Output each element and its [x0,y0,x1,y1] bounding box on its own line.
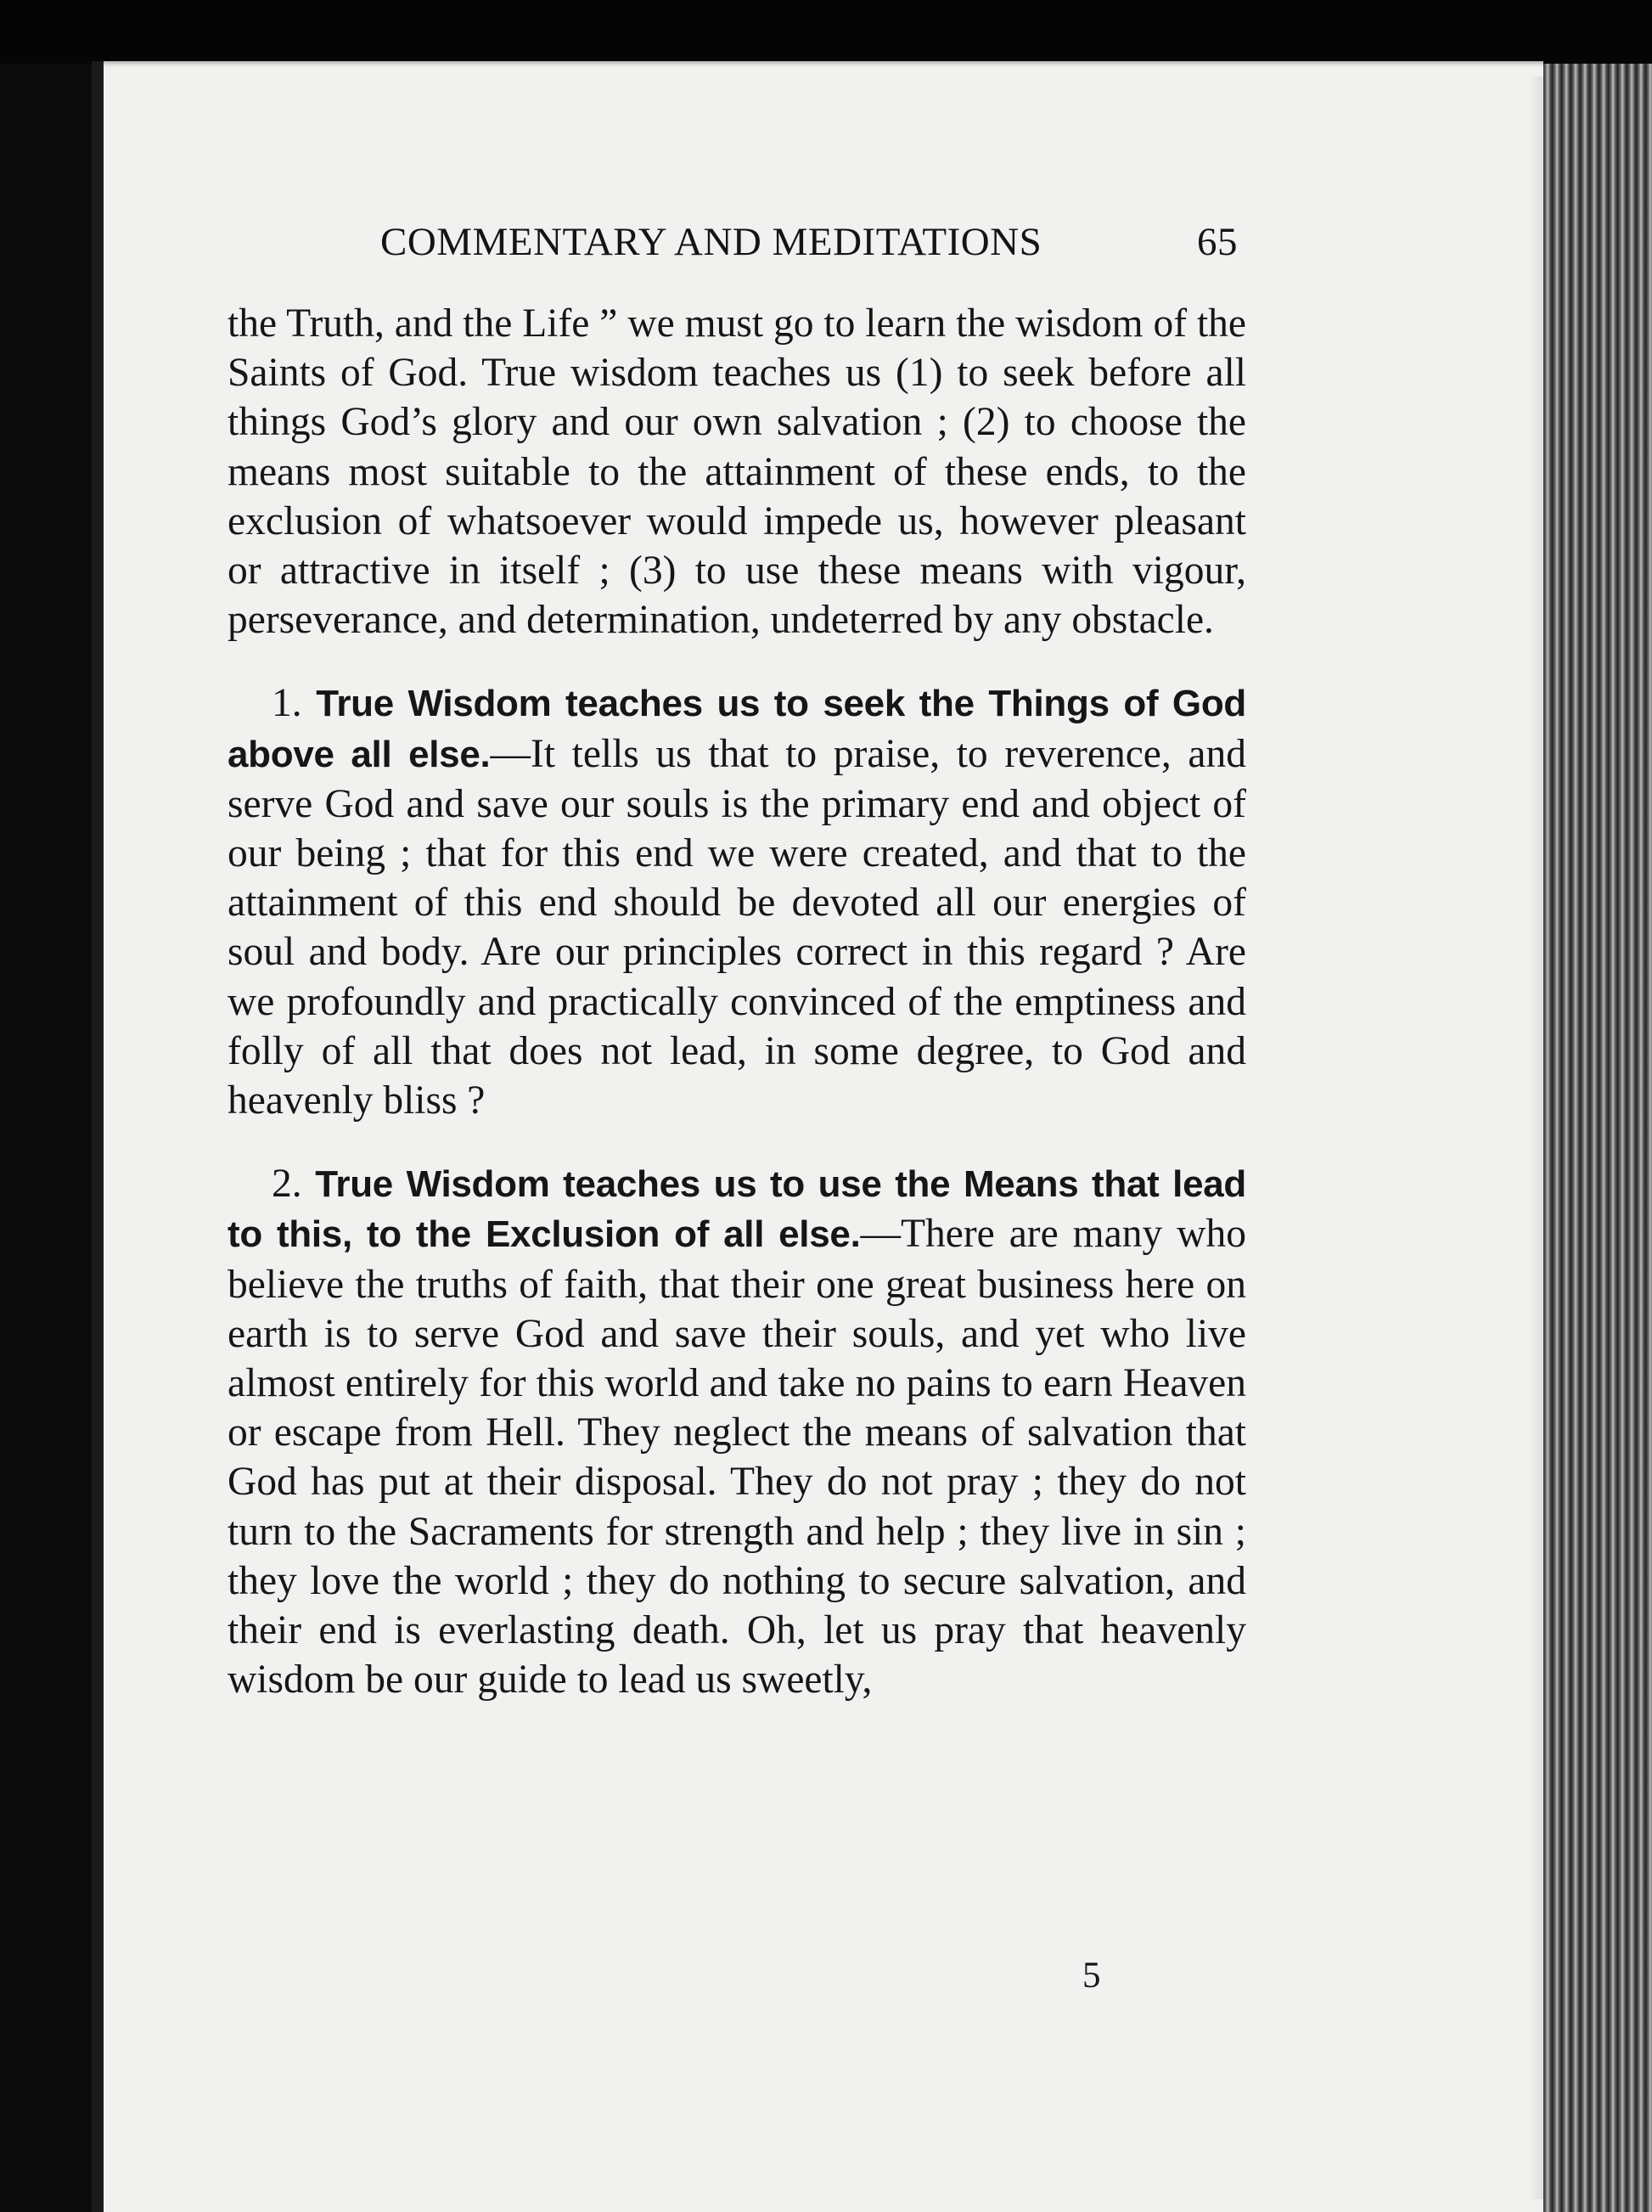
signature-mark: 5 [1082,1956,1101,1995]
page-number: 65 [1197,220,1238,264]
running-header [380,219,1238,279]
point-number: 2. [272,1162,302,1207]
running-title: COMMENTARY AND MEDITATIONS [380,220,1042,264]
paragraph-continued: the Truth, and the Life ” we must go to learn the wisdom of the Saints of God. True wisdom teaches us (1) to seek before all things God’s glory and our own salvation ; (2) to choose the means most suitable to the attainment of these ends, to the exclusion of whatsoever would impede us, however pleasant or attractive in itself ; (3) to use these means with vigour, perseverance, and determination, undeterred by any obstacle. [228,301,1246,643]
paragraph-point-2 [228,1159,1246,1704]
point-text: —There are many who believe the truths of faith, that their one great business here on earth is to serve God and save their souls, and yet who live almost entirely for this world and take no pains to earn Heaven or escape from Hell. They neglect the means of salvation that God has put at their disposal. They do not pray ; they do not turn to the Sacraments for strength and help ; they live in sin ; they love the world ; they do nothing to secure salvation, and their end is everlasting death. Oh, let us pray that heavenly wisdom be our guide to lead us sweetly, [228,1212,1246,1703]
point-text: —It tells us that to praise, to reverence, and serve God and save our souls is the primary end and object of our being ; that for this end we were created, and that to the attainment of this end should be devoted all our energies of soul and body. Are our principles correct in this regard ? Are we profoundly and practically convinced of the emptiness and folly of all that does not lead, in some degree, to God and heavenly bliss ? [228,731,1246,1123]
point-heading: True Wisdom teaches us to use the Means that lead to this, to the Exclusion of all else. [228,1163,1247,1256]
scan-top-border [0,0,1652,64]
paragraph-point-1 [228,678,1246,1125]
book-fore-edge [1543,64,1652,2212]
page-body [228,299,1246,1704]
page-left-edge [92,61,104,2212]
point-heading: True Wisdom teaches us to seek the Things of God above all else. [228,683,1246,775]
point-number: 1. [272,681,302,726]
